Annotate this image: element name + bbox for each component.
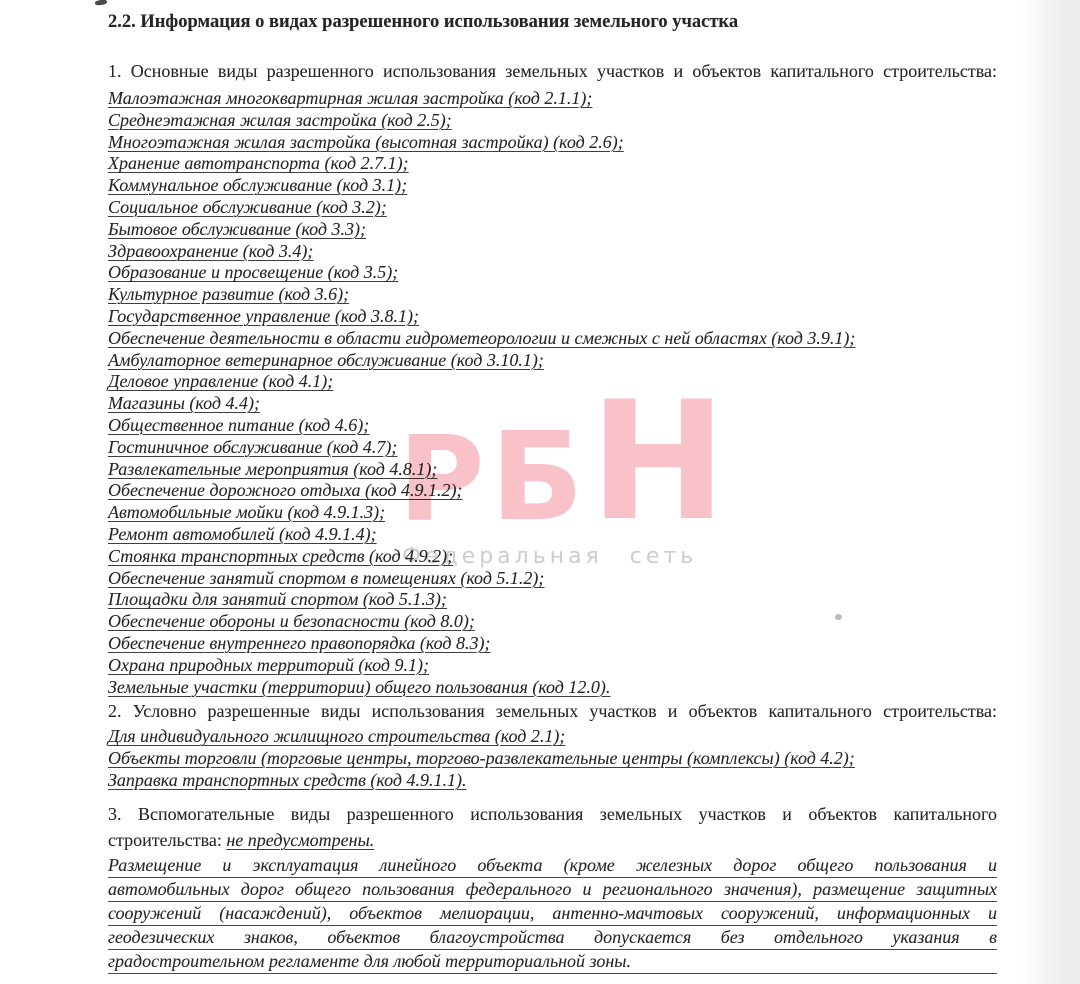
list-item: Заправка транспортных средств (код 4.9.1.1). bbox=[108, 769, 467, 790]
auxiliary-uses-paragraph bbox=[108, 801, 997, 853]
list-item: Площадки для занятий спортом (код 5.1.3); bbox=[108, 589, 447, 610]
list-item: Амбулаторное ветеринарное обслуживание (код 3.10.1); bbox=[108, 349, 544, 370]
list-item: Многоэтажная жилая застройка (высотная застройка) (код 2.6); bbox=[108, 131, 624, 152]
list-item: Малоэтажная многоквартирная жилая застройка (код 2.1.1); bbox=[108, 88, 593, 108]
list-item: Культурное развитие (код 3.6); bbox=[108, 284, 350, 305]
list-item: Обеспечение обороны и безопасности (код 8.0); bbox=[108, 611, 475, 632]
closing-line: автомобильных дорог общего пользования федерального и регионального значения), размещение защитных bbox=[108, 878, 997, 902]
list-item: Государственное управление (код 3.8.1); bbox=[108, 305, 419, 326]
closing-line: градостроительном регламенте для любой территориальной зоны. bbox=[108, 950, 997, 974]
list-item: Объекты торговли (торговые центры, торгово-развлекательные центры (комплексы) (код 4.2); bbox=[108, 748, 855, 769]
list-item: Бытовое обслуживание (код 3.3); bbox=[108, 218, 367, 239]
list-item: Ремонт автомобилей (код 4.9.1.4); bbox=[108, 523, 377, 544]
list-item: Обеспечение занятий спортом в помещениях (код 5.1.2); bbox=[108, 567, 545, 588]
list-item: Среднеэтажная жилая застройка (код 2.5); bbox=[108, 109, 452, 130]
list-item: Стоянка транспортных средств (код 4.9.2); bbox=[108, 545, 454, 566]
closing-line: Размещение и эксплуатация линейного объекта (кроме железных дорог общего пользования и bbox=[108, 854, 997, 878]
main-uses-heading: 1. Основные виды разрешенного использования земельных участков и объектов капитального строительства: bbox=[108, 61, 997, 81]
list-item: Хранение автотранспорта (код 2.7.1); bbox=[108, 153, 409, 174]
list-item: Обеспечение дорожного отдыха (код 4.9.1.2); bbox=[108, 480, 463, 501]
closing-line: геодезических знаков, объектов благоустройства допускается без отдельного указания в bbox=[108, 926, 997, 950]
list-item: Земельные участки (территории) общего пользования (код 12.0). bbox=[108, 676, 611, 697]
logo-letter: Н bbox=[589, 366, 727, 557]
not-provided-note: не предусмотрены. bbox=[226, 829, 375, 850]
list-item: Общественное питание (код 4.6); bbox=[108, 414, 370, 435]
auxiliary-uses-prefix: строительства: bbox=[108, 829, 227, 850]
auxiliary-uses-line bbox=[108, 827, 997, 853]
list-item: Социальное обслуживание (код 3.2); bbox=[108, 196, 387, 217]
list-item: Обеспечение деятельности в области гидрометеорологии и смежных с ней областях (код 3.9.1); bbox=[108, 327, 856, 348]
list-item: Для индивидуального жилищного строительства (код 2.1); bbox=[108, 726, 566, 747]
list-item: Магазины (код 4.4); bbox=[108, 393, 260, 414]
main-uses-list bbox=[108, 88, 997, 698]
logo-letter: Р bbox=[398, 409, 485, 548]
list-item: Образование и просвещение (код 3.5); bbox=[108, 262, 399, 283]
auxiliary-uses-line: 3. Вспомогательные виды разрешенного использования земельных участков и объектов капитального bbox=[108, 803, 997, 824]
list-item: Охрана природных территорий (код 9.1); bbox=[108, 654, 429, 675]
closing-line: сооружений (насаждений), объектов мелиорации, антенно-мачтовых сооружений, информационных и bbox=[108, 902, 997, 926]
logo-letter: Б bbox=[490, 405, 584, 548]
list-item: Гостиничное обслуживание (код 4.7); bbox=[108, 436, 398, 457]
list-item: Развлекательные мероприятия (код 4.8.1); bbox=[108, 458, 438, 479]
watermark-tagline: Федеральная сеть bbox=[402, 543, 698, 569]
closing-paragraph bbox=[108, 854, 997, 974]
list-item: Коммунальное обслуживание (код 3.1); bbox=[108, 175, 408, 196]
list-item: Здравоохранение (код 3.4); bbox=[108, 240, 314, 261]
section-title: 2.2. Информация о видах разрешенного использования земельного участка bbox=[108, 12, 739, 32]
list-item: Деловое управление (код 4.1); bbox=[108, 371, 334, 392]
list-item: Автомобильные мойки (код 4.9.1.3); bbox=[108, 502, 386, 523]
list-item: Обеспечение внутреннего правопорядка (код 8.3); bbox=[108, 632, 491, 653]
conditional-uses-list bbox=[108, 726, 997, 791]
conditional-uses-heading: 2. Условно разрешенные виды использования земельных участков и объектов капитального строительства: bbox=[108, 701, 997, 722]
